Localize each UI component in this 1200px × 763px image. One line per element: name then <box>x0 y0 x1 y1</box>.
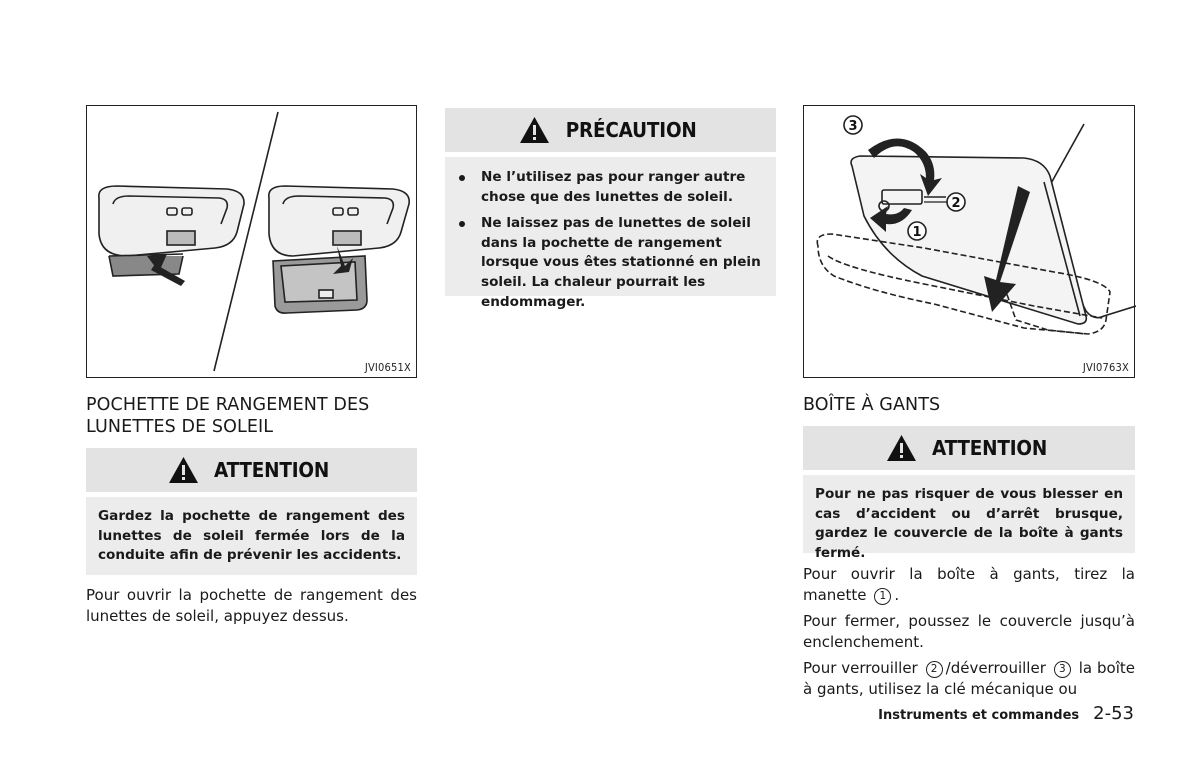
footer-section: Instruments et commandes <box>878 708 1080 723</box>
sunglasses-holder-illustration <box>87 106 418 379</box>
attention-title-left: ATTENTION <box>214 458 330 482</box>
precaution-body <box>445 157 776 310</box>
open-text: Pour ouvrir la boîte à gants, tirez la manette <box>803 565 1135 604</box>
unlock-text: /déverrouiller <box>945 659 1046 677</box>
warning-triangle-icon <box>519 116 550 144</box>
attention-text-left: Gardez la pochette de rangement des lunettes de soleil fermée lors de la conduite afin de prévenir les accidents. <box>98 508 405 564</box>
sunglasses-holder-instructions <box>86 585 417 632</box>
attention-body-left <box>86 497 417 575</box>
page-number: 2-53 <box>1093 703 1134 724</box>
callout-ref-1: 1 <box>874 588 891 605</box>
glove-box-illustration <box>804 106 1136 379</box>
glove-box-heading: BOÎTE À GANTS <box>803 395 941 415</box>
attention-body-right <box>803 475 1135 561</box>
precaution-list <box>457 168 764 312</box>
precaution-title: PRÉCAUTION <box>565 118 697 142</box>
warning-triangle-icon <box>886 434 917 462</box>
glove-box-lock-paragraph <box>803 658 1135 699</box>
glove-box-open-paragraph <box>803 564 1135 605</box>
open-text-end: . <box>894 585 900 604</box>
glove-box-instructions <box>803 564 1135 705</box>
precaution-item-2: Ne laissez pas de lunettes de soleil dans la pochette de rangement lorsque vous êtes stationné en plein soleil. La chaleur pourrait les endommager. <box>457 214 764 312</box>
callout-3: 3 <box>848 119 858 134</box>
callout-2: 2 <box>951 196 961 211</box>
glove-box-close-paragraph: Pour fermer, poussez le couvercle jusqu’à enclenchement. <box>803 612 1135 651</box>
glove-box-figure <box>803 105 1135 378</box>
lock-text: Pour verrouiller <box>803 659 918 677</box>
callout-ref-3: 3 <box>1054 661 1071 678</box>
attention-title-right: ATTENTION <box>931 436 1048 460</box>
attention-header-right <box>803 426 1135 470</box>
warning-triangle-icon <box>168 456 199 484</box>
precaution-item-1: Ne l’utilisez pas pour ranger autre chose que des lunettes de soleil. <box>457 168 764 207</box>
precaution-header <box>445 108 776 152</box>
figure-code: JVI0651X <box>364 361 411 374</box>
figure-code: JVI0763X <box>1082 361 1129 374</box>
callout-ref-2: 2 <box>926 661 943 678</box>
page-footer <box>878 703 1134 724</box>
sunglasses-holder-paragraph: Pour ouvrir la pochette de rangement des lunettes de soleil, appuyez dessus. <box>86 586 417 625</box>
attention-header-left <box>86 448 417 492</box>
sunglasses-holder-heading: POCHETTE DE RANGEMENT DES LUNETTES DE SOLEIL <box>86 395 370 437</box>
attention-text-right: Pour ne pas risquer de vous blesser en cas d’accident ou d’arrêt brusque, gardez le couvercle de la boîte à gants fermé. <box>815 486 1123 561</box>
sunglasses-holder-figure <box>86 105 417 378</box>
callout-1: 1 <box>912 225 922 240</box>
lock-text-end: la boîte à gants, utilisez la clé mécanique ou <box>803 659 1135 698</box>
